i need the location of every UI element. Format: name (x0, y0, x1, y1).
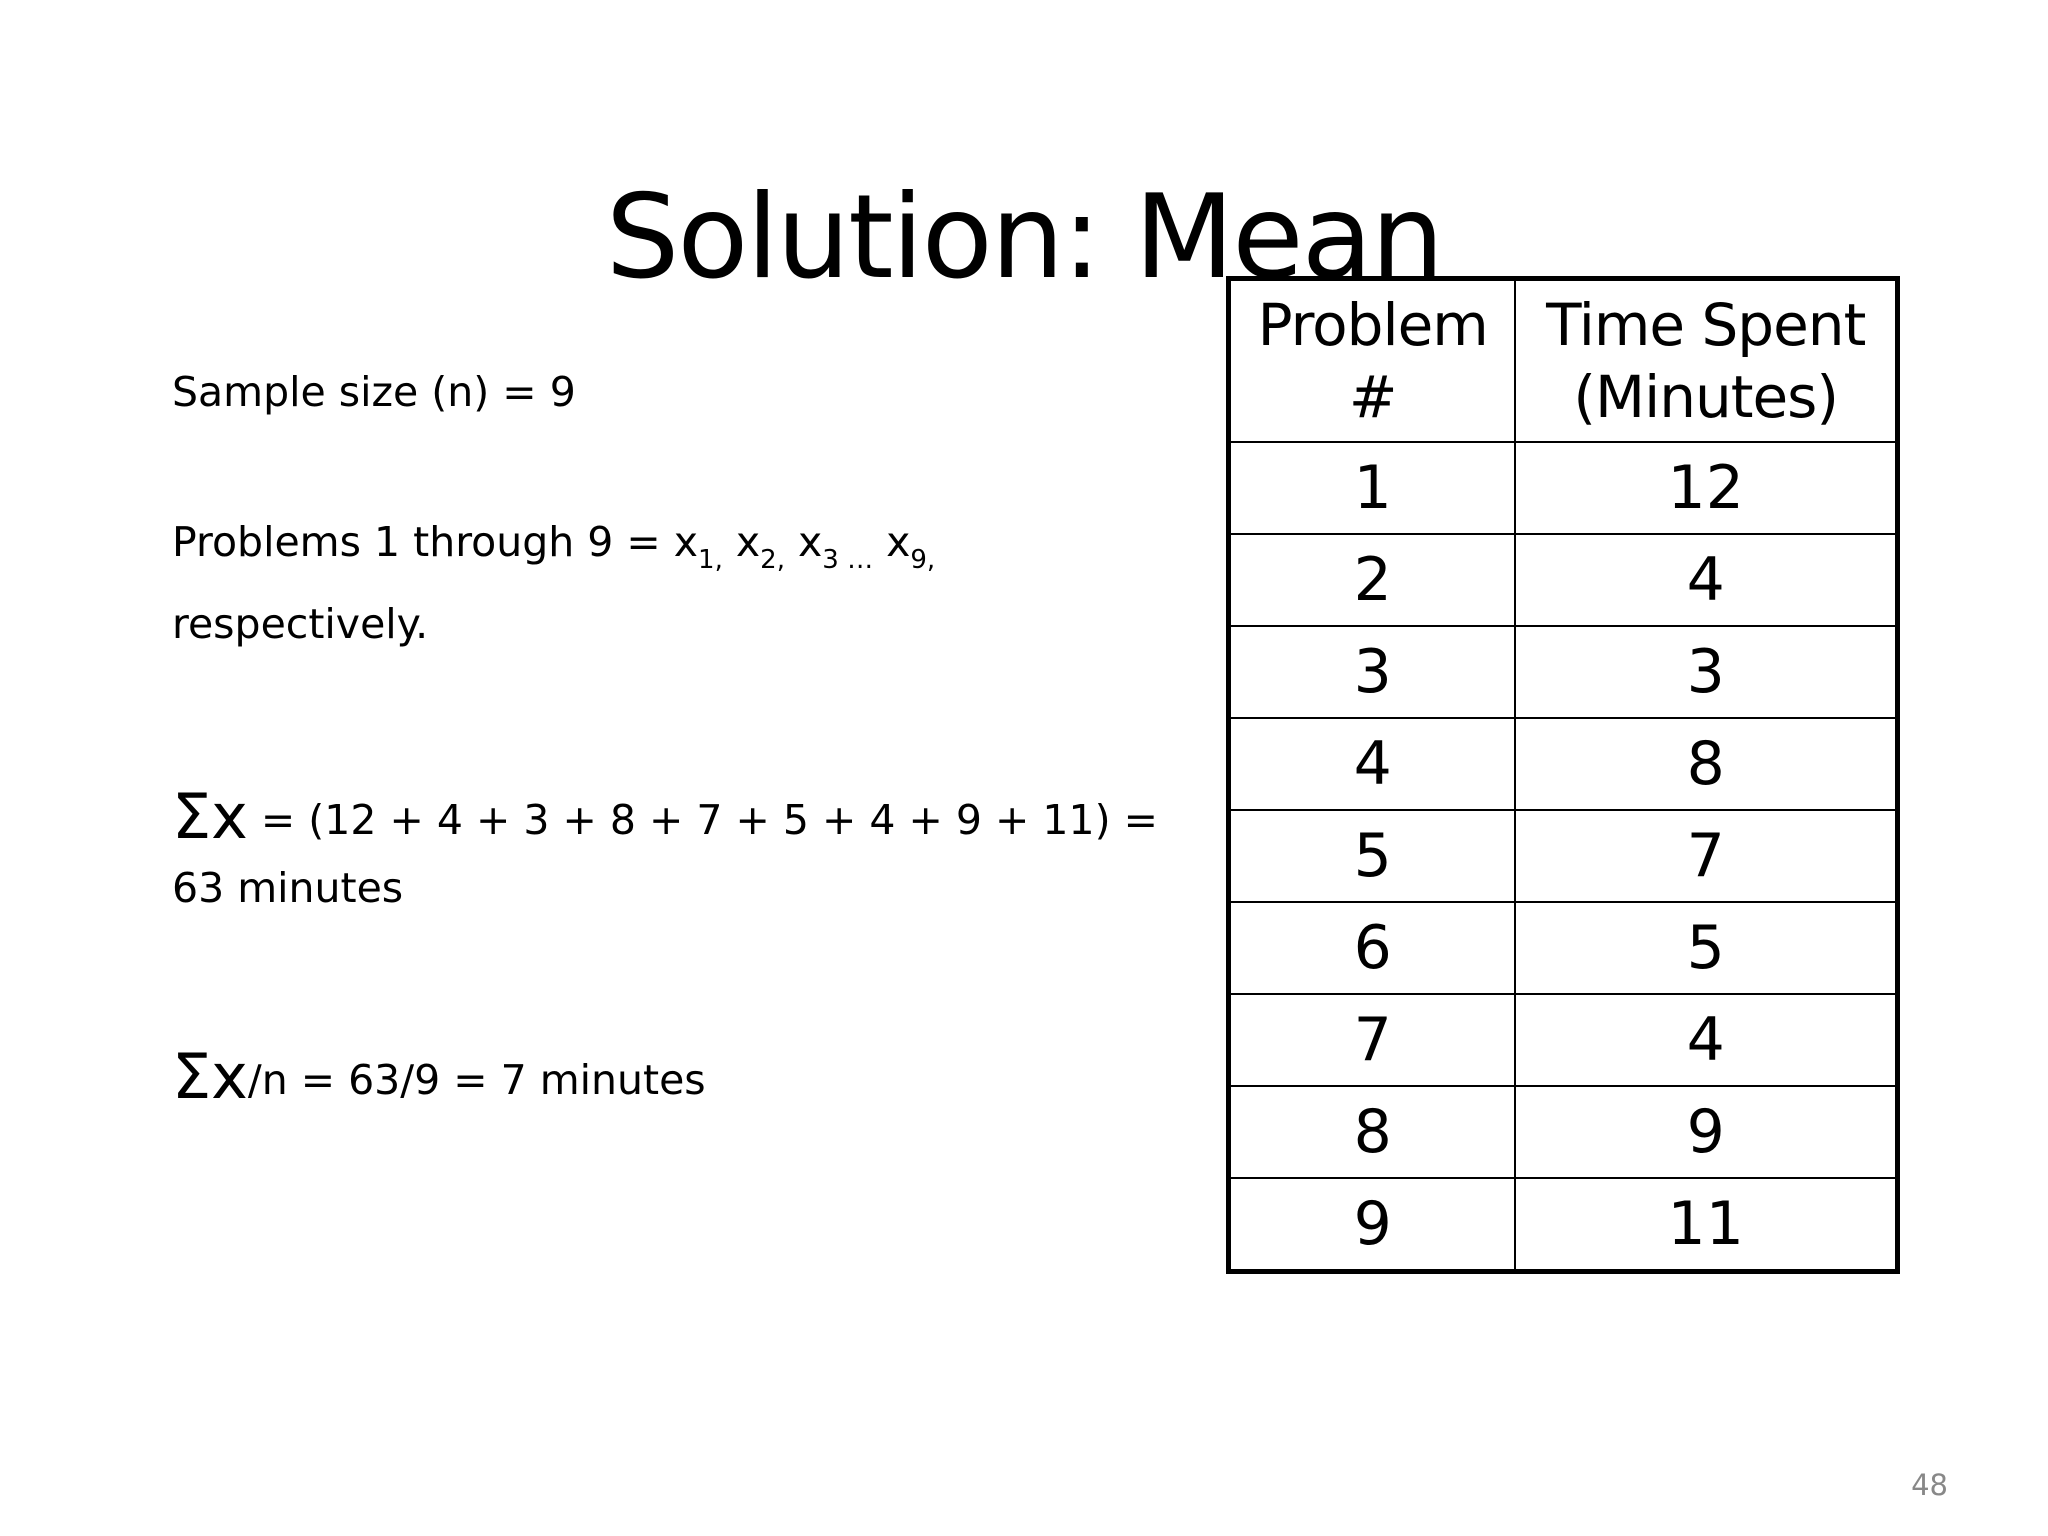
cell-problem: 4 (1229, 718, 1516, 810)
cell-time: 4 (1515, 994, 1897, 1086)
mean-expression: /n = 63/9 = 7 minutes (247, 1056, 706, 1104)
problems-prefix: Problems 1 through 9 = x (172, 518, 699, 566)
sigma-x-symbol: Σx (172, 780, 248, 853)
table-row (1229, 1086, 1898, 1178)
subscript-1: 1, (698, 545, 723, 575)
table-row (1229, 902, 1898, 994)
cell-problem: 9 (1229, 1178, 1516, 1272)
table-row (1229, 1178, 1898, 1272)
table-row (1229, 534, 1898, 626)
problems-definition-text (172, 518, 935, 575)
cell-problem: 2 (1229, 534, 1516, 626)
header-problem (1229, 279, 1516, 443)
table-row (1229, 994, 1898, 1086)
cell-time: 8 (1515, 718, 1897, 810)
problem-time-table (1226, 276, 1900, 1274)
header-problem-line2: # (1348, 363, 1397, 431)
cell-time: 5 (1515, 902, 1897, 994)
cell-problem: 3 (1229, 626, 1516, 718)
sum-result-text: 63 minutes (172, 864, 404, 912)
cell-problem: 6 (1229, 902, 1516, 994)
cell-time: 3 (1515, 626, 1897, 718)
cell-problem: 8 (1229, 1086, 1516, 1178)
sum-expression: = (12 + 4 + 3 + 8 + 7 + 5 + 4 + 9 + 11) = (247, 796, 1158, 844)
page-number: 48 (1911, 1468, 1948, 1502)
header-time-spent (1515, 279, 1897, 443)
x3-text: x (784, 518, 823, 566)
respectively-text: respectively. (172, 600, 429, 648)
sigma-x-symbol-2: Σx (172, 1040, 248, 1113)
subscript-3: 3 … (822, 545, 874, 575)
cell-problem: 5 (1229, 810, 1516, 902)
table-row (1229, 626, 1898, 718)
sum-formula (172, 780, 1158, 853)
header-problem-line1: Problem (1257, 291, 1488, 359)
cell-time: 4 (1515, 534, 1897, 626)
cell-time: 9 (1515, 1086, 1897, 1178)
header-time-line2: (Minutes) (1573, 363, 1838, 431)
table-header-row (1229, 279, 1898, 443)
cell-time: 7 (1515, 810, 1897, 902)
x2-text: x (722, 518, 761, 566)
table-row (1229, 718, 1898, 810)
cell-problem: 7 (1229, 994, 1516, 1086)
sample-size-text: Sample size (n) = 9 (172, 368, 576, 416)
slide-title: Solution: Mean (605, 170, 1443, 305)
mean-formula (172, 1040, 706, 1113)
subscript-9: 9, (910, 545, 936, 575)
cell-time: 11 (1515, 1178, 1897, 1272)
cell-time: 12 (1515, 442, 1897, 534)
x9-text: x (873, 518, 911, 566)
table-row (1229, 442, 1898, 534)
header-time-line1: Time Spent (1546, 291, 1866, 359)
subscript-2: 2, (760, 545, 785, 575)
table-row (1229, 810, 1898, 902)
cell-problem: 1 (1229, 442, 1516, 534)
